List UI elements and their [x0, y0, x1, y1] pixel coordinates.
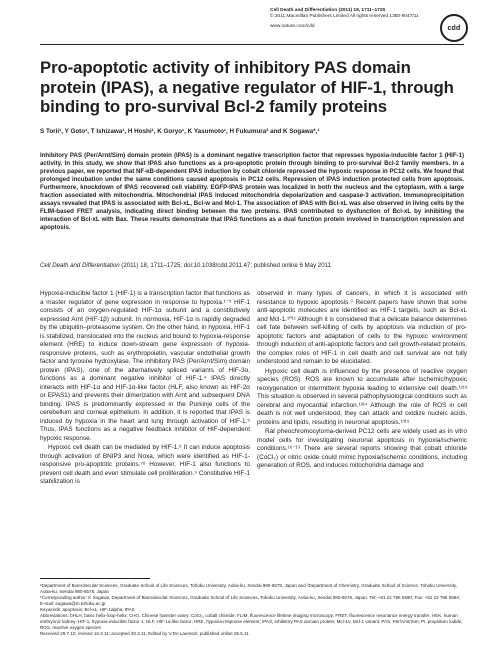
author-list: S Torii¹, Y Goto¹, T Ishizawa¹, H Hoshi¹, K Goryo¹, K Yasumoto¹, H Fukumura² and K Sogawa*,¹ — [40, 128, 320, 135]
footnote-divider — [40, 578, 150, 579]
body-paragraph: Hypoxic cell death can be mediated by HIF-1.⁶ It can induce apoptosis through activation of BNIP3 and Noxa, which were identified as HIF-1-responsive pro-apoptotic proteins.⁷⁸ However, HIF-1 also functions to prevent cell death and even stimulate cell proliferation.⁹ Constitutive HIF-1 stabilization is — [40, 444, 250, 485]
body-paragraph: observed in many types of cancers, in which it is associated with resistance to hypoxic apoptosis.⁹ Recent papers have shown that some anti-apoptotic molecules are identified as HIF-1 targets, such as Bcl-xL and Mcl-1.¹⁰¹¹ Although it is considered that a delicate balance determines cell fate between self-killing of cells by apoptosis via induction of pro-apoptotic factors and adaptation of cells to the hypoxic environment through induction of anti-apoptotic factors and cell growth-related proteins, the complex roles of HIF-1 in cell death and cell survival are not fully understood and remain to be elucidated. — [257, 290, 467, 365]
article-title: Pro-apoptotic activity of inhibitory PAS domain protein (IPAS), a negative regulator of HIF-1, through binding to pro-survival Bcl-2 family proteins — [40, 58, 454, 116]
body-column-right — [257, 290, 467, 472]
correspondence-note: *Corresponding author: K Sogawa, Department of Biomolecular Sciences, Graduate School of Life Sciences, Tohoku University, Aoba-ku, Sendai 980-8578, Japan. Tel: +81 22 795 6590; Fax: +81 22 795 6594; E-mail: sogawa@m.tohoku.ac.jp — [40, 595, 461, 607]
cdd-logo — [440, 14, 468, 42]
keywords-note: Keywords: apoptosis; Bcl-xL; HIF-1alpha; IPAS — [40, 607, 135, 613]
body-column-left — [40, 290, 250, 488]
footnotes — [40, 583, 464, 637]
affiliation-note: ¹Department of Biomolecular Sciences, Graduate School of Life Sciences, Tohoku University, Aoba-ku, Sendai 980-8578, Japan and ²Department of Chemistry, Graduate School of Science, Tohoku University, Aoba-ku, Sendai 980-8578, Japan — [40, 583, 458, 595]
citation-journal: Cell Death and Differentiation — [40, 262, 120, 269]
body-paragraph: Hypoxia-inducible factor 1 (HIF-1) is a transcription factor that functions as a master regulator of gene expression in response to hypoxia.¹⁻³ HIF-1 consists of an oxygen-regulated HIF-1α subunit and a constitutively expressed Arnt (HIF-1β) subunit. In normoxia, HIF-1α is rapidly degraded by the ubiquitin–proteasome system. On the other hand, in hypoxia, HIF-1 is stabilized, translocated into the nucleus and bound to hypoxia-response element (HRE) to induce down-stream gene expression of hypoxia-responsive proteins, such as erythropoietin, vascular endothelial growth factor and tyrosine hydroxylase. The inhibitory PAS (Per/Arnt/Sim) domain protein (IPAS), one of the alternatively spliced variants of HIF-3α, functions as a dominant negative inhibitor of HIF-1.⁴ IPAS directly interacts with HIF-1α and HIF-1α-like factor (HLF, also known as HIF-2α or EPAS1) and prevents their dimerization with Arnt and subsequent DNA binding. IPAS is predominantly expressed in the Purkinje cells of the cerebellum and corneal epithelium. In addition, it is reported that IPAS is induced by hypoxia in the heart and lung through activation of HIF-1.⁵ Thus, IPAS functions as a negative feedback inhibitor of HIF-dependent hypoxic response. — [40, 290, 250, 442]
journal-citation: Cell Death and Differentiation (2011) 18, 1711–1725 — [270, 8, 386, 13]
received-note: Received 29.7.10; revised 16.3.11; accepted 30.3.11; Edited by V De Laurenzi; published online 06.5.11 — [40, 631, 249, 637]
body-paragraph: Rat pheochromocytoma-derived PC12 cells are widely used as in vitro model cells for investigating neuronal apoptosis in hypoxia/ischemic conditions.¹⁶⁻¹⁹ There are several reports showing that cobalt chloride (CoCl₂) or nitric oxide could mimic hypoxia/ischemic conditions, including generation of ROS, and induces mitochondria damage and — [257, 428, 467, 469]
body-paragraph: Hypoxic cell death is influenced by the presence of reactive oxygen species (ROS). ROS are known to accumulate after ischemic/hypoxic reoxygenation or intermittent hypoxia leading to extensive cell death.¹²¹³ This situation is observed in several pathophysiological conditions such as cerebral and myocardial infarction.¹³¹⁴ Although the role of ROS in cell death is not well understood, they can attack and oxidize nucleic acids, proteins and lipids, resulting in neuronal apoptosis.¹³¹⁵ — [257, 367, 467, 426]
citation-line — [40, 262, 464, 270]
logo-text: cdd — [447, 24, 461, 32]
abbreviations-note: Abbreviations: bHLH, basic helix-loop-helix; CHO, Chinese hamster ovary; CoCl₂, cobalt chloride; FLIM, fluorescence lifetime imaging microscopy; FRET, fluorescence resonance energy transfer; HEK, human embryonic kidney; HIF-1, hypoxia-inducible factor 1; HLF, HIF-1α-like factor; HRE, hypoxia-response element; IPAS, inhibitory PAS domain protein; Mcl-1V, Mcl-1 variant; PAS, Per/Arnt/Sim; PI, propidium iodide; ROS, reactive oxygen species — [40, 613, 463, 631]
citation-details: (2011) 18, 1711–1725; doi:10.1038/cdd.2011.47; published online 6 May 2011 — [119, 262, 331, 269]
header-divider — [40, 44, 464, 45]
journal-url[interactable]: www.nature.com/cdd — [270, 24, 315, 30]
copyright-line: © 2011 Macmillan Publishers Limited All rights reserved 1350-9047/11 — [270, 14, 419, 20]
abstract: Inhibitory PAS (Per/Arnt/Sim) domain protein (IPAS) is a dominant negative transcription factor that represses hypoxia-inducible factor 1 (HIF-1) activity. In this study, we show that IPAS also functions as a pro-apoptotic protein through binding to pro-survival Bcl-2 family members. In a previous paper, we reported that NF-κB-dependent IPAS induction by cobalt chloride repressed the hypoxic response in PC12 cells. We found that prolonged incubation under the same conditions caused apoptosis in PC12 cells. Repression of IPAS induction protected cells from apoptosis. Furthermore, knockdown of IPAS recovered cell viability. EGFP-IPAS protein was localized in both the nucleus and the cytoplasm, with a large fraction associated with mitochondria. Mitochondrial IPAS induced mitochondria depolarization and caspase-3 activation. Immunoprecipitation assays revealed that IPAS is associated with Bcl-xL, Bcl-w and Mcl-1. The association of IPAS with Bcl-xL was also observed in living cells by the FLIM-based FRET analysis, indicating direct binding between the two proteins. IPAS contributed to dysfunction of Bcl-xL by inhibiting the interaction of Bcl-xL with Bax. These results demonstrate that IPAS functions as a dual function protein involved in transcription repression and apoptosis. — [40, 152, 464, 231]
